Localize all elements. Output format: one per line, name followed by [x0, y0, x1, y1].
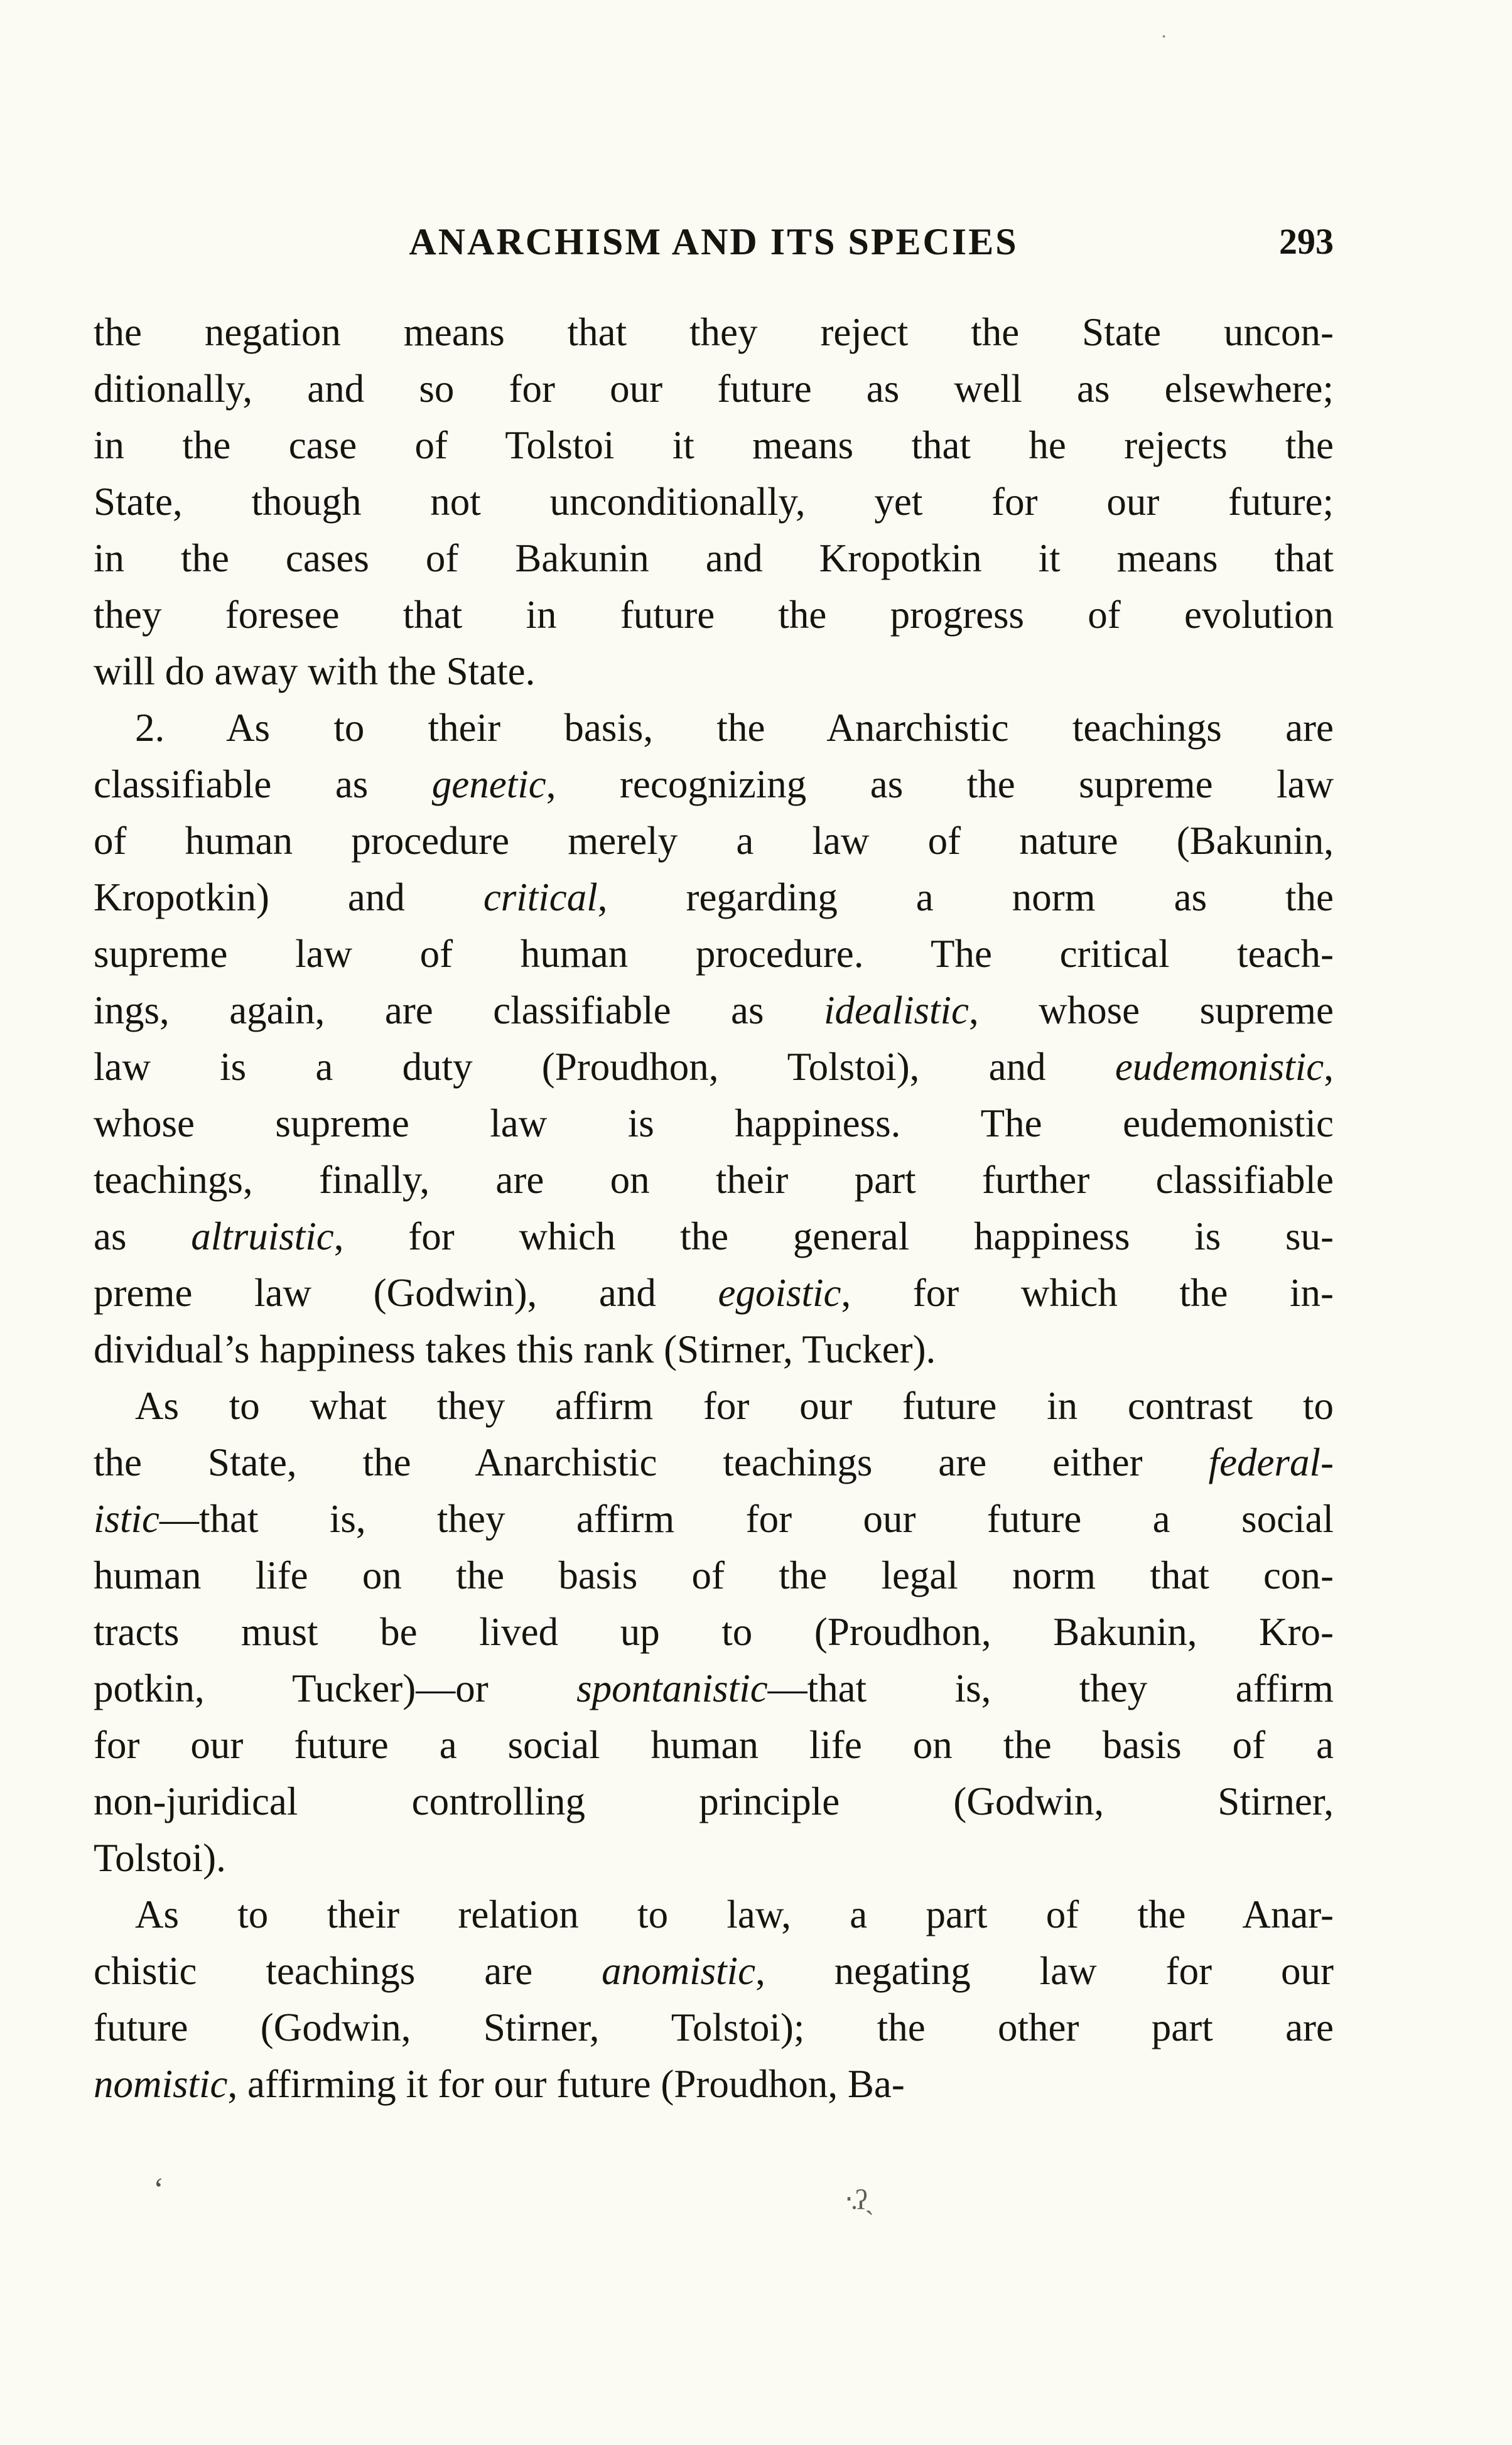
text-run: law is a duty (Proudhon, Tolstoi), and [94, 1045, 1115, 1089]
text-line [94, 1095, 1334, 1152]
scan-artifact-smudge: ‧.ʔˏ [845, 2184, 872, 2215]
text-run: they foresee that in future the progress of evolution [94, 593, 1334, 637]
text-line [94, 926, 1334, 982]
text-run: for our future a social human life on the basis of a [94, 1723, 1334, 1767]
text-line [94, 1152, 1334, 1208]
text-line [94, 1491, 1334, 1547]
text-run: in the case of Tolstoi it means that he rejects the [94, 423, 1334, 467]
italic-term: eudemonistic [1115, 1045, 1324, 1089]
paragraph [94, 1378, 1334, 1886]
italic-term: critical [483, 875, 598, 919]
paragraph [94, 699, 1334, 1378]
text-line [94, 699, 1334, 756]
text-line [94, 643, 1334, 699]
text-line [94, 1604, 1334, 1660]
text-run: preme law (Godwin), and [94, 1271, 718, 1315]
text-run: the negation means that they reject the State uncon- [94, 310, 1334, 354]
text-line [94, 1265, 1334, 1321]
text-run: human life on the basis of the legal norm that con- [94, 1553, 1334, 1597]
text-run: Kropotkin) and [94, 875, 483, 919]
italic-term: spontanistic [576, 1666, 768, 1710]
text-line [94, 1660, 1334, 1717]
text-run: non-juridical controlling principle (Godwin, Stirner, [94, 1779, 1334, 1823]
italic-term: genetic [431, 762, 546, 806]
text-run: dividual’s happiness takes this rank (Stirner, Tucker). [94, 1327, 936, 1371]
text-run: As to their relation to law, a part of the Anar- [135, 1892, 1334, 1936]
text-run: supreme law of human procedure. The critical teach- [94, 932, 1334, 976]
page-number: 293 [1279, 221, 1334, 262]
text-run: , [1324, 1045, 1334, 1089]
text-run: in the cases of Bakunin and Kropotkin it means that [94, 536, 1334, 580]
text-run: , recognizing as the supreme law [546, 762, 1334, 806]
text-run: chistic teachings are [94, 1949, 602, 1993]
text-run: , regarding a norm as the [597, 875, 1334, 919]
text-line [94, 1717, 1334, 1773]
text-line [94, 2056, 1334, 2112]
text-line [94, 473, 1334, 530]
text-run: ings, again, are classifiable as [94, 988, 824, 1032]
text-line [94, 1886, 1334, 1943]
text-run: future (Godwin, Stirner, Tolstoi); the other part are [94, 2005, 1334, 2049]
paragraph [94, 1886, 1334, 2112]
italic-term: idealistic [823, 988, 969, 1032]
text-line [94, 869, 1334, 926]
text-run: as [94, 1214, 192, 1258]
page-body [94, 304, 1334, 2112]
text-run: , affirming it for our future (Proudhon, Ba- [227, 2062, 905, 2106]
text-run: the State, the Anarchistic teachings are either [94, 1440, 1209, 1484]
running-head [94, 207, 1334, 276]
scan-artifact-quote: ‘ [153, 2172, 165, 2208]
text-run: State, though not unconditionally, yet for our future; [94, 480, 1334, 524]
text-line [94, 1830, 1334, 1886]
text-line [94, 982, 1334, 1039]
running-head-title: ANARCHISM AND ITS SPECIES [409, 221, 1018, 262]
paragraph [94, 304, 1334, 699]
text-column [94, 207, 1334, 2112]
text-line [94, 1378, 1334, 1434]
text-line [94, 756, 1334, 812]
italic-term: altruistic [191, 1214, 334, 1258]
text-line [94, 1547, 1334, 1604]
italic-term: anomistic [602, 1949, 756, 1993]
text-line [94, 1943, 1334, 1999]
text-line [94, 812, 1334, 869]
text-line [94, 304, 1334, 360]
text-run: , whose supreme [968, 988, 1334, 1032]
text-line [94, 586, 1334, 643]
text-run: 2. As to their basis, the Anarchistic teachings are [135, 706, 1334, 750]
text-line [94, 417, 1334, 473]
text-run: , negating law for our [755, 1949, 1334, 1993]
text-line [94, 530, 1334, 586]
text-run: , for which the general happiness is su- [333, 1214, 1334, 1258]
italic-term: nomistic [94, 2062, 228, 2106]
text-run: will do away with the State. [94, 649, 536, 693]
text-line [94, 1773, 1334, 1830]
text-run: classifiable as [94, 762, 432, 806]
italic-term: federal- [1208, 1440, 1334, 1484]
text-run: ditionally, and so for our future as well as elsewhere; [94, 367, 1334, 411]
text-run: tracts must be lived up to (Proudhon, Bakunin, Kro- [94, 1610, 1334, 1654]
text-run: —that is, they affirm [767, 1666, 1334, 1710]
text-run: potkin, Tucker)—or [94, 1666, 577, 1710]
text-run: , for which the in- [841, 1271, 1334, 1315]
text-run: —that is, they affirm for our future a social [159, 1497, 1334, 1541]
text-line [94, 1434, 1334, 1491]
text-line [94, 1208, 1334, 1265]
text-line [94, 360, 1334, 417]
text-run: of human procedure merely a law of nature (Bakunin, [94, 819, 1334, 863]
text-run: Tolstoi). [94, 1836, 226, 1880]
text-line [94, 1999, 1334, 2056]
text-line [94, 1321, 1334, 1378]
italic-term: istic [94, 1497, 159, 1541]
italic-term: egoistic [718, 1271, 841, 1315]
text-run: As to what they affirm for our future in contrast to [135, 1384, 1334, 1428]
text-run: teachings, finally, are on their part further classifiable [94, 1158, 1334, 1202]
scan-artifact-dot: · [1160, 25, 1168, 48]
text-run: whose supreme law is happiness. The eudemonistic [94, 1101, 1334, 1145]
text-line [94, 1039, 1334, 1095]
